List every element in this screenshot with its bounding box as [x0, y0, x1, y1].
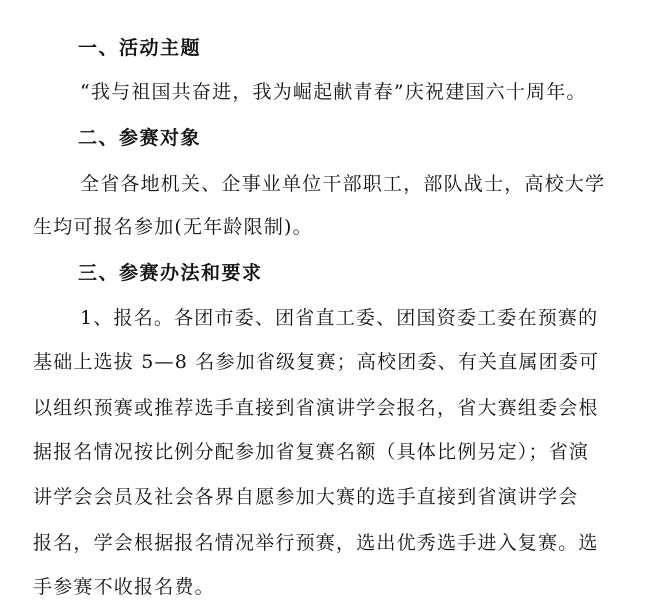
section-heading-participants: 二、参赛对象: [78, 127, 202, 149]
registration-line-3: 以组织预赛或推荐选手直接到省演讲学会报名，省大赛组委会根: [33, 397, 599, 419]
registration-line-2: 基础上选拔 5—8 名参加省级复赛；高校团委、有关直属团委可: [33, 351, 600, 373]
participants-line-2: 生均可报名参加(无年龄限制)。: [33, 216, 313, 238]
registration-line-7: 手参赛不收报名费。: [33, 576, 215, 598]
registration-line-1: 1、报名。各团市委、团省直工委、团国资委工委在预赛的: [80, 307, 599, 329]
registration-line-4: 据报名情况按比例分配参加省复赛名额（具体比例另定）；省演: [33, 441, 590, 463]
registration-line-5: 讲学会会员及社会各界自愿参加大赛的选手直接到省演讲学会: [33, 486, 579, 508]
activity-theme-text: “我与祖国共奋进，我为崛起献青春”庆祝建国六十周年。: [80, 81, 587, 103]
section-heading-activity-theme: 一、活动主题: [78, 37, 202, 59]
section-heading-methods-requirements: 三、参赛办法和要求: [78, 262, 263, 284]
registration-line-6: 报名，学会根据报名情况举行预赛，选出优秀选手进入复赛。选: [33, 532, 599, 554]
participants-line-1: 全省各地机关、企事业单位干部职工，部队战士，高校大学: [80, 173, 606, 195]
